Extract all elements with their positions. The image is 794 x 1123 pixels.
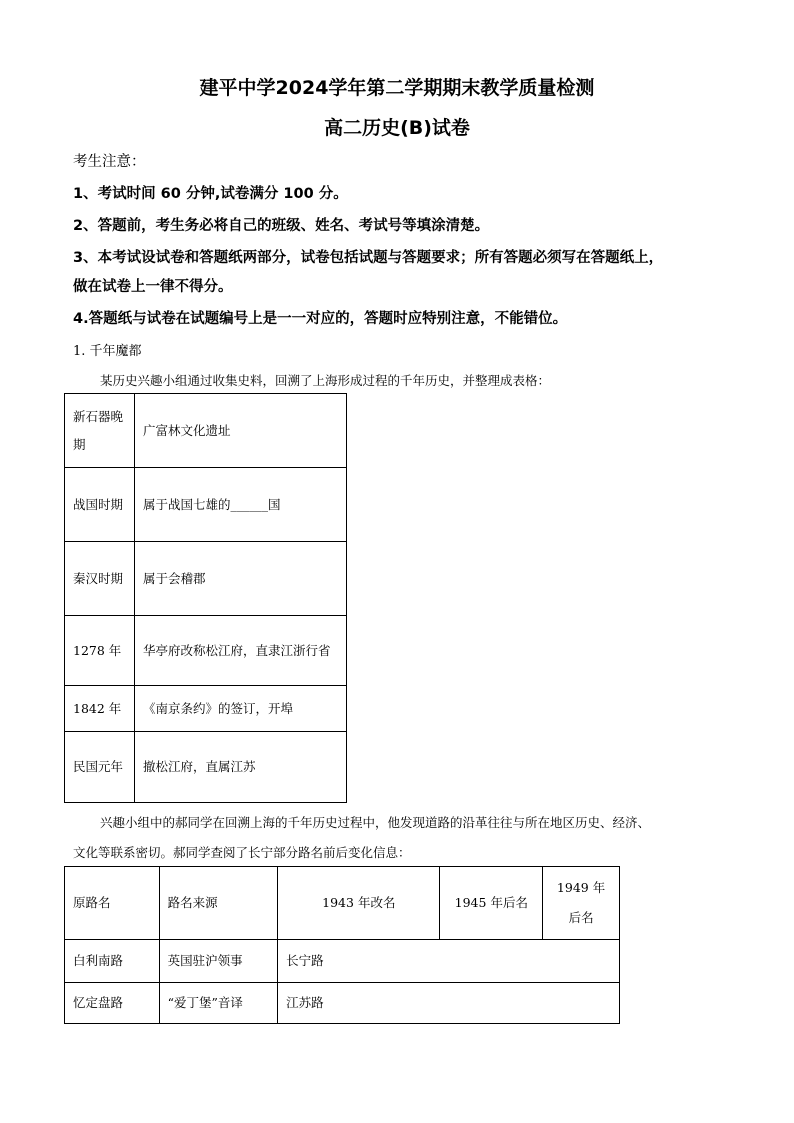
question-1-intro: 某历史兴趣小组通过收集史料，回溯了上海形成过程的千年历史，并整理成表格：	[100, 373, 551, 388]
header-cell: 路名来源	[159, 867, 278, 940]
table-row	[65, 616, 347, 686]
event-cell: 撤松江府，直属江苏	[135, 732, 347, 803]
name-source-cell: “爱丁堡”音译	[159, 983, 278, 1024]
table-row	[65, 686, 347, 732]
period-cell: 新石器晚期	[65, 394, 135, 468]
renamed-cell: 长宁路	[278, 940, 620, 983]
question-1-paragraph-2: 兴趣小组中的郝同学在回溯上海的千年历史过程中，他发现道路的沿革往往与所在地区历史、经济、	[100, 815, 651, 830]
period-cell: 1842 年	[65, 686, 135, 732]
period-cell: 民国元年	[65, 732, 135, 803]
header-cell: 1945 年后名	[440, 867, 543, 940]
event-cell: 广富林文化遗址	[135, 394, 347, 468]
table-row	[65, 468, 347, 542]
road-name-table	[64, 866, 620, 1024]
header-cell: 1943 年改名	[278, 867, 440, 940]
table-row	[65, 940, 620, 983]
event-cell: 属于战国七雄的______国	[135, 468, 347, 542]
event-cell: 《南京条约》的签订，开埠	[135, 686, 347, 732]
event-cell: 华亭府改称松江府，直隶江浙行省	[135, 616, 347, 686]
table-header-row	[65, 867, 620, 940]
notice-item-1: 1、考试时间 60 分钟,试卷满分 100 分。	[73, 186, 348, 202]
period-cell: 战国时期	[65, 468, 135, 542]
history-table	[64, 393, 347, 803]
exam-subtitle: 高二历史(B)试卷	[324, 117, 470, 139]
table-row	[65, 394, 347, 468]
table-row	[65, 732, 347, 803]
exam-title: 建平中学2024学年第二学期期末教学质量检测	[199, 77, 595, 99]
table-row	[65, 542, 347, 616]
name-source-cell: 英国驻沪领事	[159, 940, 278, 983]
event-cell: 属于会稽郡	[135, 542, 347, 616]
notice-item-2: 2、答题前，考生务必将自己的班级、姓名、考试号等填涂清楚。	[73, 218, 490, 234]
header-cell: 原路名	[65, 867, 160, 940]
header-cell: 1949 年后名	[543, 867, 620, 940]
period-cell: 秦汉时期	[65, 542, 135, 616]
notice-heading: 考生注意：	[73, 154, 146, 170]
original-name-cell: 忆定盘路	[65, 983, 160, 1024]
question-1-paragraph-2-cont: 文化等联系密切。郝同学查阅了长宁部分路名前后变化信息：	[73, 845, 411, 860]
notice-item-4: 4.答题纸与试卷在试题编号上是一一对应的，答题时应特别注意，不能错位。	[73, 311, 568, 327]
renamed-cell: 江苏路	[278, 983, 620, 1024]
question-1-title: 1. 千年魔都	[73, 344, 142, 359]
notice-item-3-cont: 做在试卷上一律不得分。	[73, 279, 233, 295]
table-row	[65, 983, 620, 1024]
original-name-cell: 白利南路	[65, 940, 160, 983]
notice-item-3: 3、本考试设试卷和答题纸两部分，试卷包括试题与答题要求；所有答题必须写在答题纸上，	[73, 250, 664, 266]
period-cell: 1278 年	[65, 616, 135, 686]
